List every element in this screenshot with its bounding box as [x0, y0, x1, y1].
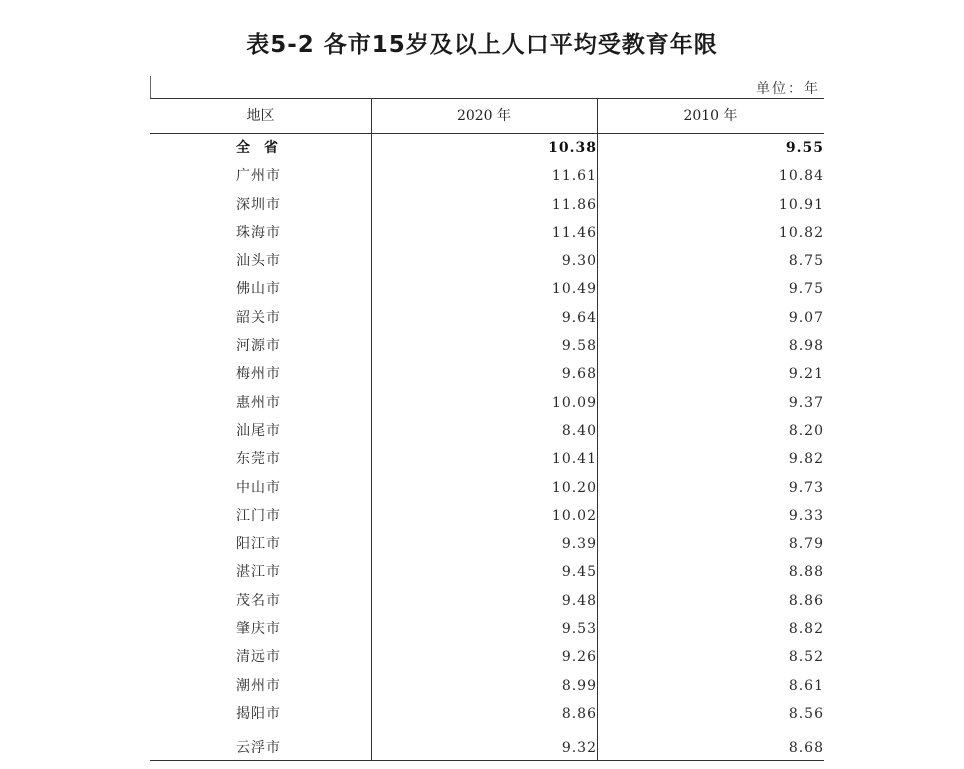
table-row [150, 474, 824, 502]
header-region: 地区 [246, 108, 275, 124]
value-2020: 9.45 [561, 564, 597, 581]
table-row [150, 728, 824, 768]
region-name: 梅州市 [236, 366, 281, 383]
table-row [150, 304, 824, 332]
value-2010: 8.88 [788, 564, 824, 581]
value-2010: 8.68 [788, 740, 824, 757]
region-name: 佛山市 [236, 281, 281, 298]
value-2010: 9.33 [788, 507, 824, 524]
region-name: 清远市 [236, 649, 281, 666]
table-row [150, 530, 824, 558]
value-2020: 10.09 [551, 394, 597, 411]
value-2020: 10.02 [551, 507, 597, 524]
value-2020: 8.40 [561, 422, 597, 439]
value-2020: 9.48 [561, 592, 597, 609]
value-2020: 9.32 [561, 740, 597, 757]
region-name: 汕尾市 [236, 422, 281, 439]
value-2020: 11.86 [551, 196, 597, 213]
value-2010: 8.52 [788, 649, 824, 666]
value-2010: 9.21 [788, 366, 824, 383]
value-2010: 9.75 [788, 281, 824, 298]
region-name: 全省 [236, 140, 292, 156]
table-row [150, 275, 824, 303]
value-2020: 10.20 [551, 479, 597, 496]
value-2020: 8.99 [561, 677, 597, 694]
table-row [150, 332, 824, 360]
table-row [150, 219, 824, 247]
value-2010: 8.61 [788, 677, 824, 694]
region-name: 潮州市 [236, 677, 281, 694]
table-row [150, 502, 824, 530]
region-name: 揭阳市 [236, 705, 281, 722]
table-body [150, 134, 824, 768]
region-name: 河源市 [236, 338, 281, 355]
header-2020: 2020 年 [456, 108, 512, 124]
region-name: 东莞市 [236, 451, 281, 468]
value-2010: 9.07 [788, 309, 824, 326]
table-row-total [150, 134, 824, 162]
value-2020: 9.39 [561, 536, 597, 553]
region-name: 珠海市 [236, 224, 281, 241]
value-2010: 9.55 [785, 140, 824, 156]
table-row [150, 643, 824, 671]
value-2010: 9.82 [788, 451, 824, 468]
table-row [150, 700, 824, 728]
table-row [150, 162, 824, 190]
header-2010: 2010 年 [683, 108, 738, 124]
value-2010: 10.82 [778, 224, 824, 241]
value-2020: 9.30 [561, 253, 597, 270]
region-name: 广州市 [236, 168, 281, 185]
region-name: 江门市 [236, 507, 281, 524]
page-title: 表5-2 各市15岁及以上人口平均受教育年限 [246, 32, 718, 58]
value-2020: 10.38 [548, 140, 597, 156]
value-2020: 9.68 [561, 366, 597, 383]
table-row [150, 247, 824, 275]
value-2010: 8.82 [788, 621, 824, 638]
table-corner-line [150, 76, 151, 98]
region-name: 阳江市 [236, 536, 281, 553]
region-name: 肇庆市 [236, 621, 281, 638]
value-2010: 9.73 [788, 479, 824, 496]
value-2020: 9.58 [561, 338, 597, 355]
value-2020: 9.53 [561, 621, 597, 638]
table-row [150, 615, 824, 643]
value-2010: 8.20 [788, 422, 824, 439]
table-row [150, 445, 824, 473]
table-row [150, 672, 824, 700]
value-2020: 11.46 [551, 224, 597, 241]
table-row [150, 360, 824, 388]
value-2010: 8.86 [788, 592, 824, 609]
value-2010: 8.56 [788, 705, 824, 722]
table-row [150, 558, 824, 586]
region-name: 深圳市 [236, 196, 281, 213]
value-2020: 9.26 [561, 649, 597, 666]
value-2010: 8.98 [788, 338, 824, 355]
value-2020: 10.41 [551, 451, 597, 468]
region-name: 韶关市 [236, 309, 281, 326]
region-name: 湛江市 [236, 564, 281, 581]
table-row [150, 417, 824, 445]
table-row [150, 389, 824, 417]
value-2010: 9.37 [788, 394, 824, 411]
value-2020: 8.86 [561, 705, 597, 722]
value-2020: 11.61 [551, 168, 597, 185]
value-2010: 10.84 [778, 168, 824, 185]
region-name: 惠州市 [236, 394, 281, 411]
region-name: 云浮市 [236, 740, 281, 757]
value-2010: 8.79 [788, 536, 824, 553]
value-2020: 9.64 [561, 309, 597, 326]
table-row [150, 191, 824, 219]
table-row [150, 587, 824, 615]
region-name: 茂名市 [236, 592, 281, 609]
value-2020: 10.49 [551, 281, 597, 298]
value-2010: 10.91 [778, 196, 824, 213]
region-name: 汕头市 [236, 253, 281, 270]
value-2010: 8.75 [788, 253, 824, 270]
region-name: 中山市 [236, 479, 281, 496]
unit-label: 单位：年 [756, 81, 820, 97]
